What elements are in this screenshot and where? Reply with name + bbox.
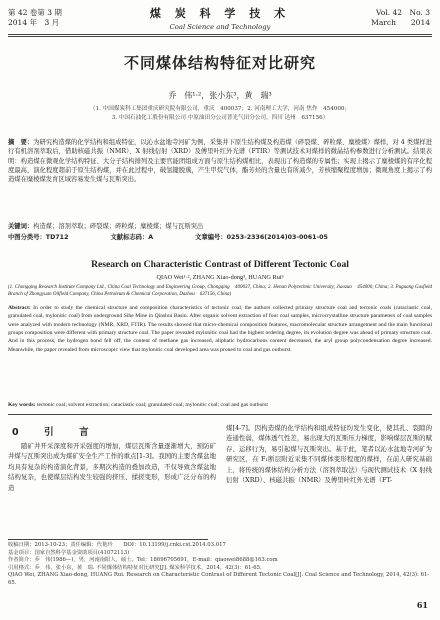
footnote-rule [8,539,208,540]
watermark: 万方数据 [380,144,422,174]
footnote-received: 收稿日期：2013-10-23；责任编辑：代艳玲 DOI：10.13199/j.cnki.cst.2014.03.017 [8,542,226,548]
article-title-en: Research on Characteristic Contrast of Different Tectonic Coal [91,259,349,270]
keywords-cn [8,222,432,231]
keywords-en [8,401,432,409]
doc-code: 文献标志码：A [110,234,154,241]
clc-number: 中图分类号：TD712 [8,234,69,241]
volume-en: Vol. 42 No. 3 [376,8,430,17]
footnote-author: 作者简介：乔 伟(1986—)，男，河南南阳人，硕士。Tel：18696705691，E-mail：qiaowei8688@163.com [8,557,278,563]
keywords-en-text: tectonic coal; solvent extraction; cataclastic coal; granulated coal; mylonitic coal; coal and gas outburst [36,402,268,408]
volume-cn: 第 42 卷第 3 期 [8,8,62,17]
article-title-cn: 不同煤体结构特征对比研究 [123,54,316,72]
keywords-cn-text: 构造煤；溶剂萃取；碎裂煤；碎粒煤；糜棱煤；煤与瓦斯突出 [33,223,204,230]
abstract-cn-label: 摘 要： [8,139,34,146]
footnote-cite-en: QIAO Wei, ZHANG Xiao-dong, HUANG Rui. Research on Characteristic Contrast of Different Tectonic Coal[J]. Coal Science and Technology, 2014, 42(3): 61-65. [8,572,430,586]
header-rule-thin [8,36,432,37]
page-header [0,0,440,36]
date-en: March 2014 [371,18,430,27]
watermark: 万方数据 [330,464,372,494]
journal-name-en: Coal Science and Technology [169,23,271,31]
authors-cn: 乔 伟¹·²，张小东³，黄 瑞³ [168,91,272,100]
abstract-en-label: Abstract: [8,305,31,311]
affiliation-cn-2: 3. 中国石油化工股份有限公司 中原油田分公司普光气田分公司，四川 达州 637156） [111,115,329,121]
intro-right-column: 煤[4-7]。因构造煤的化学结构和组成特征均发生变化，使其孔、裂隙的连通性弱，煤体透气性差，易出现大的瓦斯压力梯度，影响煤层瓦斯的赋存、运移行为，易引起煤与瓦斯突出。基于此，笔者以沁水盆地寺河矿为研究区，在 F₁断层附近采集不同煤体变形程度的煤样，在前人研究基础上，将传统的煤体结构分析方法（溶剂萃取法）与现代测试技术（X 射线衍射（XRD）、核磁共振（NMR）及傅里叶红外光谱（FT- [226,424,432,485]
header-rule [8,34,432,35]
watermark: 万方数据 [30,324,72,354]
intro-left-column: 随矿井开采深度和开采强度的增加，煤层瓦斯含量逐渐增大，预防矿井煤与瓦斯突出成为煤矿安全生产工作的重点[1-3]。我国的主要含煤盆地均具有复杂的构造演化背景，多期次构造的叠加改造，不仅导致含煤盆地结构复杂，也使煤层结构发生较强的挤压、揉搓变形，形成广泛分布的构造 [8,442,216,492]
journal-name-cn: 煤 炭 科 学 技 术 [149,7,291,20]
article-number: 文章编号：0253-2336(2014)03-0061-05 [195,234,328,241]
keywords-en-label: Key words: [8,402,36,408]
abstract-en-text: In order to study the chemical structure and composition characteristics of tectonic coal, the authors collected primary structure coal and tectonic coals (cataclastic coal, granulated coal, mylonitic coal) from underground Sihe Mine in Qinshui Basin. After organic solvent extraction of four coal samples, microcrystalline structure parameters of coal samples were analyzed with modern technology (NMR, XRD, FTIR). The results showed that micro-chemical composition features, macromolecular structure arrangement and the main functional groups composition were different with primary structure coal. The paper revealed mylonitic coal had the highest ordering degree, its evolution degree was ahead of primary structure coal. And in this process, the hydrogen bond fell off, the content of methane gas increased, aliphatic hydrocarbons content decreased, the aryl group polycondensation degree increased. Meanwhile, the paper revealed from microscopic view that mylonitic coal developed area was proned to coal and gas outburst. [8,305,432,353]
affiliation-cn-1: （1. 中国煤炭科工集团重庆研究院有限公司，重庆 400037；2. 河南理工大学，河南 焦作 454000； [89,106,351,112]
section-heading-introduction: 0 引 言 [12,427,97,438]
affiliation-en: (1. Chongqing Research Institute Company Ltd., China Coal Technology and Engineering Group, Chongqing 400037, China; 2. Henan Polytechnic University, Jiaozuo 454000, China; 3. Puguang Gasfield Branch of Zhongyuan Oilfield Company, China Petroleum & Chemical Corporation, Dazhou 637156, China) [8,285,432,298]
footnote-fund: 基金项目：国家自然科学基金资助项目(41072113) [8,549,130,556]
authors-en: QIAO Wei¹·², ZHANG Xiao-dong³, HUANG Rui³ [156,274,284,281]
date-cn: 2014 年 3 月 [8,18,60,27]
abstract-separator [8,414,432,415]
header-right [371,8,430,28]
keywords-cn-label: 关键词： [8,223,34,230]
abstract-cn [8,138,432,184]
abstract-en [8,304,432,354]
classification-line [8,233,432,242]
footnote [8,542,430,587]
page-number: 61 [416,600,428,610]
footnote-cite-cn: 引用格式：乔 伟，张小东，黄 瑞. 不同煤体结构特征对比研究[J]. 煤炭科学技术，2014，42(3)：61-65. [8,564,262,571]
abstract-cn-text: 为研究构造煤的化学结构和组成特征，以沁水盆地寺河矿为例，采集井下原生结构煤及构造煤（碎裂煤、碎粒煤、糜棱煤）煤样，对 4 类煤样进行有机溶剂萃取后，借助核磁共振（NMR）、X 射线衍射（XRD）及傅里叶红外光谱（FTIR）等测试技术对煤样的微晶结构参数进行分析测试。结果表明：构造煤在微观化学结构特征、大分子结构排列及主要官能团组成方面与原生结构煤相比，表现出了构造煤的专属性；实现上揭示了糜棱煤的有序化程度最高，演化程度超前于原生结构煤，并在此过程中，破氢键脱羰，产生甲烷气体，酯芳烃的含量也有所减少，芳核缩聚程度增加；微观角度上揭示了构造煤在糜棱煤发育区域容易发生煤与瓦斯突出。 [8,139,433,184]
